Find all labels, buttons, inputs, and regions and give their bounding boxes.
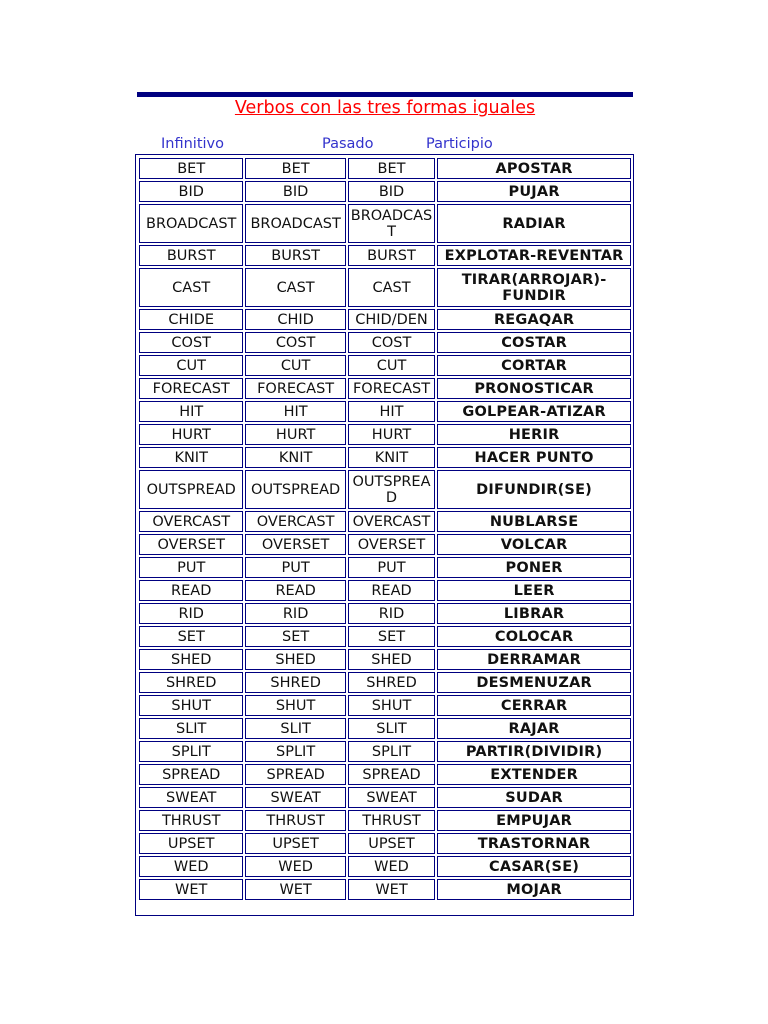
table-row bbox=[139, 511, 631, 532]
past-cell: SHUT bbox=[245, 695, 345, 716]
participle-cell: SHUT bbox=[348, 695, 435, 716]
translation-cell: TIRAR(ARROJAR)-FUNDIR bbox=[437, 268, 631, 307]
translation-cell: RADIAR bbox=[437, 204, 631, 243]
table-row bbox=[139, 764, 631, 785]
participle-cell: SWEAT bbox=[348, 787, 435, 808]
infinitive-cell: SWEAT bbox=[139, 787, 243, 808]
infinitive-cell: BID bbox=[139, 181, 243, 202]
infinitive-cell: FORECAST bbox=[139, 378, 243, 399]
table-row bbox=[139, 718, 631, 739]
table-row bbox=[139, 158, 631, 179]
translation-cell: PARTIR(DIVIDIR) bbox=[437, 741, 631, 762]
participle-cell: RID bbox=[348, 603, 435, 624]
past-cell: WET bbox=[245, 879, 345, 900]
table-row bbox=[139, 424, 631, 445]
table-row bbox=[139, 204, 631, 243]
translation-cell: VOLCAR bbox=[437, 534, 631, 555]
translation-cell: COLOCAR bbox=[437, 626, 631, 647]
infinitive-cell: OVERCAST bbox=[139, 511, 243, 532]
translation-cell: SUDAR bbox=[437, 787, 631, 808]
participle-cell: OUTSPREAD bbox=[348, 470, 435, 509]
participle-cell: HIT bbox=[348, 401, 435, 422]
infinitive-cell: CUT bbox=[139, 355, 243, 376]
page-title: Verbos con las tres formas iguales bbox=[234, 98, 536, 118]
past-cell: FORECAST bbox=[245, 378, 345, 399]
past-cell: CUT bbox=[245, 355, 345, 376]
past-cell: HURT bbox=[245, 424, 345, 445]
translation-cell: TRASTORNAR bbox=[437, 833, 631, 854]
table-row bbox=[139, 332, 631, 353]
translation-cell: DIFUNDIR(SE) bbox=[437, 470, 631, 509]
table-row bbox=[139, 470, 631, 509]
table-row bbox=[139, 879, 631, 900]
table-row bbox=[139, 580, 631, 601]
table-row bbox=[139, 649, 631, 670]
participle-cell: PUT bbox=[348, 557, 435, 578]
participle-cell: BET bbox=[348, 158, 435, 179]
table-row bbox=[139, 447, 631, 468]
translation-cell: CERRAR bbox=[437, 695, 631, 716]
verbs-table-body bbox=[139, 158, 631, 900]
participle-cell: WED bbox=[348, 856, 435, 877]
past-cell: BET bbox=[245, 158, 345, 179]
translation-cell: APOSTAR bbox=[437, 158, 631, 179]
past-cell: COST bbox=[245, 332, 345, 353]
participle-cell: OVERSET bbox=[348, 534, 435, 555]
infinitive-cell: UPSET bbox=[139, 833, 243, 854]
past-cell: BURST bbox=[245, 245, 345, 266]
past-cell: OVERCAST bbox=[245, 511, 345, 532]
translation-cell: DERRAMAR bbox=[437, 649, 631, 670]
table-row bbox=[139, 672, 631, 693]
past-cell: SET bbox=[245, 626, 345, 647]
table-row bbox=[139, 355, 631, 376]
table-row bbox=[139, 603, 631, 624]
past-cell: SLIT bbox=[245, 718, 345, 739]
translation-cell: REGAQAR bbox=[437, 309, 631, 330]
past-cell: SHRED bbox=[245, 672, 345, 693]
column-headers bbox=[0, 135, 768, 155]
translation-cell: CASAR(SE) bbox=[437, 856, 631, 877]
participle-cell: FORECAST bbox=[348, 378, 435, 399]
participle-cell: OVERCAST bbox=[348, 511, 435, 532]
past-cell: HIT bbox=[245, 401, 345, 422]
translation-cell: COSTAR bbox=[437, 332, 631, 353]
past-cell: SHED bbox=[245, 649, 345, 670]
participle-cell: SPREAD bbox=[348, 764, 435, 785]
table-row bbox=[139, 695, 631, 716]
past-cell: KNIT bbox=[245, 447, 345, 468]
infinitive-cell: READ bbox=[139, 580, 243, 601]
infinitive-cell: PUT bbox=[139, 557, 243, 578]
table-row bbox=[139, 787, 631, 808]
participle-cell: CHID/DEN bbox=[348, 309, 435, 330]
translation-cell: PUJAR bbox=[437, 181, 631, 202]
participle-cell: SPLIT bbox=[348, 741, 435, 762]
infinitive-cell: WET bbox=[139, 879, 243, 900]
infinitive-cell: OUTSPREAD bbox=[139, 470, 243, 509]
past-cell: CAST bbox=[245, 268, 345, 307]
past-cell: BROADCAST bbox=[245, 204, 345, 243]
translation-cell: HACER PUNTO bbox=[437, 447, 631, 468]
table-row bbox=[139, 557, 631, 578]
translation-cell: GOLPEAR-ATIZAR bbox=[437, 401, 631, 422]
table-row bbox=[139, 534, 631, 555]
infinitive-cell: KNIT bbox=[139, 447, 243, 468]
past-cell: WED bbox=[245, 856, 345, 877]
translation-cell: EMPUJAR bbox=[437, 810, 631, 831]
participle-cell: SET bbox=[348, 626, 435, 647]
past-cell: THRUST bbox=[245, 810, 345, 831]
translation-cell: EXPLOTAR-REVENTAR bbox=[437, 245, 631, 266]
table-row bbox=[139, 268, 631, 307]
participle-cell: SHED bbox=[348, 649, 435, 670]
infinitive-cell: SET bbox=[139, 626, 243, 647]
infinitive-cell: SLIT bbox=[139, 718, 243, 739]
table-row bbox=[139, 856, 631, 877]
translation-cell: HERIR bbox=[437, 424, 631, 445]
past-cell: OVERSET bbox=[245, 534, 345, 555]
infinitive-cell: OVERSET bbox=[139, 534, 243, 555]
table-row bbox=[139, 833, 631, 854]
infinitive-cell: HIT bbox=[139, 401, 243, 422]
table-row bbox=[139, 181, 631, 202]
participle-cell: BURST bbox=[348, 245, 435, 266]
table-row bbox=[139, 245, 631, 266]
translation-cell: PRONOSTICAR bbox=[437, 378, 631, 399]
participle-cell: SHRED bbox=[348, 672, 435, 693]
infinitive-cell: BROADCAST bbox=[139, 204, 243, 243]
infinitive-cell: SHED bbox=[139, 649, 243, 670]
infinitive-cell: HURT bbox=[139, 424, 243, 445]
infinitive-cell: BET bbox=[139, 158, 243, 179]
translation-cell: PONER bbox=[437, 557, 631, 578]
table-row bbox=[139, 810, 631, 831]
infinitive-cell: CAST bbox=[139, 268, 243, 307]
past-cell: UPSET bbox=[245, 833, 345, 854]
participle-cell: WET bbox=[348, 879, 435, 900]
header-infinitivo: Infinitivo bbox=[161, 136, 224, 152]
participle-cell: CAST bbox=[348, 268, 435, 307]
infinitive-cell: WED bbox=[139, 856, 243, 877]
translation-cell: RAJAR bbox=[437, 718, 631, 739]
translation-cell: CORTAR bbox=[437, 355, 631, 376]
table-row bbox=[139, 401, 631, 422]
participle-cell: HURT bbox=[348, 424, 435, 445]
participle-cell: THRUST bbox=[348, 810, 435, 831]
table-row bbox=[139, 378, 631, 399]
past-cell: SPLIT bbox=[245, 741, 345, 762]
header-participio: Participio bbox=[426, 136, 493, 152]
infinitive-cell: BURST bbox=[139, 245, 243, 266]
participle-cell: UPSET bbox=[348, 833, 435, 854]
participle-cell: SLIT bbox=[348, 718, 435, 739]
participle-cell: KNIT bbox=[348, 447, 435, 468]
table-row bbox=[139, 626, 631, 647]
translation-cell: LEER bbox=[437, 580, 631, 601]
table-row bbox=[139, 309, 631, 330]
verbs-table bbox=[137, 156, 633, 902]
participle-cell: READ bbox=[348, 580, 435, 601]
infinitive-cell: COST bbox=[139, 332, 243, 353]
infinitive-cell: SHUT bbox=[139, 695, 243, 716]
translation-cell: MOJAR bbox=[437, 879, 631, 900]
translation-cell: LIBRAR bbox=[437, 603, 631, 624]
participle-cell: BROADCAST bbox=[348, 204, 435, 243]
infinitive-cell: SPREAD bbox=[139, 764, 243, 785]
past-cell: CHID bbox=[245, 309, 345, 330]
past-cell: SPREAD bbox=[245, 764, 345, 785]
header-pasado: Pasado bbox=[322, 136, 374, 152]
participle-cell: CUT bbox=[348, 355, 435, 376]
past-cell: PUT bbox=[245, 557, 345, 578]
past-cell: SWEAT bbox=[245, 787, 345, 808]
participle-cell: COST bbox=[348, 332, 435, 353]
infinitive-cell: THRUST bbox=[139, 810, 243, 831]
infinitive-cell: SHRED bbox=[139, 672, 243, 693]
infinitive-cell: CHIDE bbox=[139, 309, 243, 330]
table-row bbox=[139, 741, 631, 762]
translation-cell: DESMENUZAR bbox=[437, 672, 631, 693]
past-cell: READ bbox=[245, 580, 345, 601]
translation-cell: EXTENDER bbox=[437, 764, 631, 785]
participle-cell: BID bbox=[348, 181, 435, 202]
past-cell: BID bbox=[245, 181, 345, 202]
infinitive-cell: SPLIT bbox=[139, 741, 243, 762]
past-cell: OUTSPREAD bbox=[245, 470, 345, 509]
translation-cell: NUBLARSE bbox=[437, 511, 631, 532]
past-cell: RID bbox=[245, 603, 345, 624]
infinitive-cell: RID bbox=[139, 603, 243, 624]
